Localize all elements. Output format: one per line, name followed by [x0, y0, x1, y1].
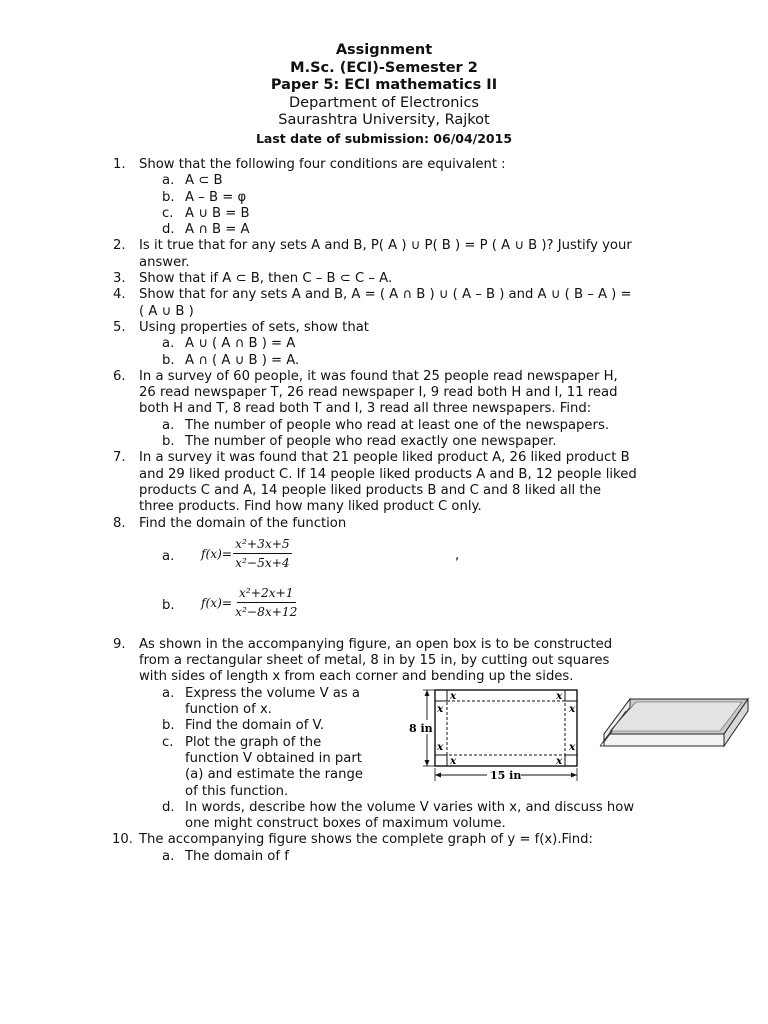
open-box-diagram	[596, 694, 756, 758]
question-8	[113, 515, 679, 629]
sub-item	[139, 190, 679, 206]
sub-text: A ∪ B = B	[185, 205, 250, 221]
question-text: ( A ∪ B )	[139, 303, 194, 319]
sub-text: The number of people who read exactly one newspaper.	[185, 434, 557, 450]
question-7	[113, 450, 679, 515]
sub-label: c.	[162, 734, 174, 750]
question-number: 7.	[113, 450, 126, 466]
question-text: from a rectangular sheet of metal, 8 in by 15 in, by cutting out squares	[139, 653, 610, 669]
question-text: products C and A, 14 people liked products B and C and 8 liked all the	[139, 482, 602, 498]
question-text: Using properties of sets, show that	[139, 319, 369, 335]
sub-text: The domain of f	[185, 848, 289, 864]
question-text: Show that for any sets A and B, A = ( A ∩ B ) ∪ ( A – B ) and A ∪ ( B – A ) =	[139, 287, 632, 303]
question-4	[113, 287, 679, 320]
sub-text: A ⊂ B	[185, 173, 223, 189]
paper-line: Paper 5: ECI mathematics II	[270, 77, 498, 93]
question-text: three products. Find how many liked product C only.	[139, 499, 482, 515]
question-number: 8.	[113, 515, 126, 531]
question-3	[113, 271, 679, 287]
sub-label: a.	[162, 848, 175, 864]
question-number: 9.	[113, 636, 126, 652]
metal-sheet-diagram	[403, 688, 583, 783]
sub-text: one might construct boxes of maximum volume.	[185, 816, 506, 832]
question-text: and 29 liked product C. If 14 people liked products A and B, 12 people liked	[139, 466, 637, 482]
question-number: 6.	[113, 368, 126, 384]
doc-title: Assignment	[335, 42, 433, 58]
corner-label: x	[556, 755, 563, 767]
department-line: Department of Electronics	[289, 94, 479, 111]
sub-label: a.	[162, 685, 175, 701]
sub-label: b.	[162, 352, 175, 368]
question-text: Find the domain of the function	[139, 515, 347, 531]
question-text: Show that the following four conditions are equivalent :	[139, 157, 506, 172]
sub-item	[139, 800, 679, 833]
question-text: 26 read newspaper T, 26 read newspaper I, 9 read both H and I, 11 read	[139, 385, 618, 401]
question-5	[113, 319, 679, 369]
question-text: Show that if A ⊂ B, then C – B ⊂ C – A.	[139, 271, 393, 287]
question-6	[113, 368, 679, 450]
question-text: In a survey it was found that 21 people liked product A, 26 liked product B	[139, 450, 630, 466]
question-text: both H and T, 8 read both T and I, 3 read all three newspapers. Find:	[139, 401, 592, 417]
corner-label: x	[569, 703, 576, 715]
sub-text: function of x.	[185, 702, 272, 718]
sub-item	[139, 434, 679, 450]
question-list	[0, 157, 768, 865]
fraction	[233, 585, 299, 621]
sub-text: A ∩ B = A	[185, 222, 250, 238]
corner-label: x	[569, 741, 576, 753]
sub-item	[139, 418, 679, 434]
sub-item	[139, 849, 679, 865]
document-header	[0, 42, 768, 147]
question-2	[113, 238, 679, 271]
sub-text: Plot the graph of the	[185, 734, 322, 750]
sub-text: A ∩ ( A ∪ B ) = A.	[185, 352, 300, 368]
corner-label: x	[556, 690, 563, 702]
sub-text: Express the volume V as a	[185, 685, 361, 701]
sub-item	[139, 336, 679, 352]
sub-label: d.	[162, 222, 175, 238]
formula-numerator: x²+3x+5	[233, 536, 292, 554]
sub-item	[139, 222, 679, 238]
formula-lhs: f(x)=	[201, 546, 233, 561]
formula-lhs: f(x)=	[201, 595, 233, 610]
program-line: M.Sc. (ECI)-Semester 2	[290, 59, 478, 76]
open-box-shape	[600, 699, 748, 746]
question-10	[112, 832, 679, 865]
question-number: 3.	[113, 271, 126, 287]
sub-text: of this function.	[185, 783, 289, 799]
question-text: answer.	[139, 254, 190, 270]
question-text: with sides of length x from each corner and bending up the sides.	[139, 669, 574, 685]
height-label: 8 in	[409, 722, 433, 735]
question-text: In a survey of 60 people, it was found that 25 people read newspaper H,	[139, 368, 618, 384]
sub-label: d.	[162, 799, 175, 815]
formula-trailing: ,	[455, 547, 460, 563]
sub-text: A – B = φ	[185, 189, 247, 205]
sub-text: function V obtained in part	[185, 750, 362, 766]
question-number: 10.	[112, 832, 133, 848]
sub-label: a.	[162, 173, 175, 189]
formula-denominator: x²−8x+12	[235, 605, 298, 620]
sub-label: b.	[162, 434, 175, 450]
sub-text: The number of people who read at least one of the newspapers.	[185, 417, 610, 433]
question-number: 4.	[113, 287, 126, 303]
question-text: The accompanying figure shows the complete graph of y = f(x).Find:	[139, 832, 593, 848]
corner-label: x	[437, 741, 444, 753]
sub-text: A ∪ ( A ∩ B ) = A	[185, 336, 296, 352]
sub-label: a.	[162, 548, 175, 564]
sub-text: Find the domain of V.	[185, 718, 325, 734]
question-number: 1.	[113, 157, 126, 172]
formula-row	[139, 534, 679, 580]
sub-label: b.	[162, 597, 175, 613]
formula-denominator: x²−5x+4	[235, 556, 290, 571]
sub-item	[139, 173, 679, 189]
corner-label: x	[450, 690, 457, 702]
sub-label: b.	[162, 189, 175, 205]
sub-label: a.	[162, 417, 175, 433]
sub-text: In words, describe how the volume V varies with x, and discuss how	[185, 799, 635, 815]
question-text: As shown in the accompanying figure, an open box is to be constructed	[139, 636, 613, 652]
fraction	[233, 536, 292, 572]
question-1	[113, 157, 679, 238]
sub-label: b.	[162, 718, 175, 734]
formula-row	[139, 583, 679, 629]
corner-label: x	[450, 755, 457, 767]
sub-label: c.	[162, 205, 174, 221]
question-number: 2.	[113, 238, 126, 254]
formula-numerator: x²+2x+1	[237, 585, 296, 603]
university-line: Saurashtra University, Rajkot	[278, 112, 490, 128]
sub-item	[139, 353, 679, 369]
width-label: 15 in	[490, 769, 522, 782]
formula-b	[201, 583, 299, 623]
sub-item	[139, 206, 679, 222]
sub-label: a.	[162, 336, 175, 352]
sub-text: (a) and estimate the range	[185, 767, 363, 783]
formula-a	[201, 534, 292, 574]
question-number: 5.	[113, 319, 126, 335]
corner-label: x	[437, 703, 444, 715]
deadline-line: Last date of submission: 06/04/2015	[255, 130, 513, 146]
question-text: Is it true that for any sets A and B, P( A ) ∪ P( B ) = P ( A ∪ B )? Justify your	[139, 238, 632, 254]
